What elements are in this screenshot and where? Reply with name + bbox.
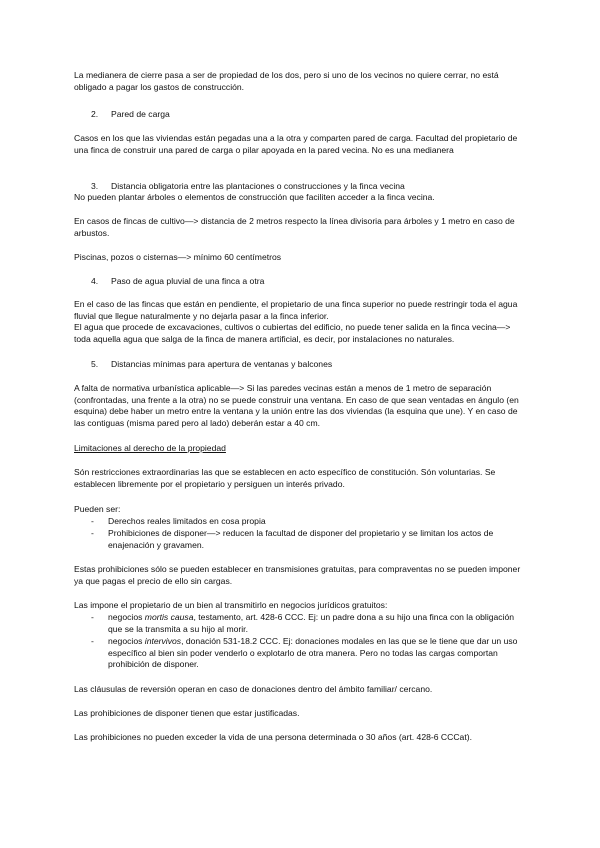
list-item-suffix: , testamento, art. 428-6 CCC. Ej: un padre dona a su hijo una finca con la obligación que se la transmita a su hijo al morir. <box>108 612 515 634</box>
list-item-prefix: negocios <box>108 612 145 622</box>
paragraph-exceder-vida: Las prohibiciones no pueden exceder la vida de una persona determinada o 30 años (art. 428-6 CCCat). <box>74 732 472 742</box>
paragraph-no-plantar: No pueden plantar árboles o elementos de construcción que faciliten acceder a la finca vecina. <box>74 192 435 202</box>
paragraph-transmisiones-gratuitas: Estas prohibiciones sólo se pueden establecer en transmisiones gratuitas, para compraventas no se pueden imponer ya que pagas el precio de ello sin cargas. <box>74 564 521 586</box>
list-item-text: Prohibiciones de disponer—> reducen la facultad de disponer del propietario y se limitan los actos de enajenación y gravamen. <box>108 528 494 550</box>
list-item <box>91 612 526 635</box>
list-dash: - <box>91 516 94 526</box>
list-item <box>91 516 526 528</box>
heading-distancias-ventanas <box>91 359 332 371</box>
list-item-emphasis: mortis causa <box>144 612 194 622</box>
paragraph-fincas-cultivo: En casos de fincas de cultivo—> distancia de 2 metros respecto la línea divisoria para árboles y 1 metro en caso de arbustos. <box>74 216 515 238</box>
paragraph-pared-de-carga: Casos en los que las viviendas están pegadas una a la otra y comparten pared de carga. Facultad del propietario de una finca de construir una pared de carga o pilar apoyada en la pared vecina. No es una medianera <box>74 133 518 155</box>
heading-pared-de-carga <box>91 109 170 121</box>
paragraph-piscinas: Piscinas, pozos o cisternas—> mínimo 60 centímetros <box>74 252 282 262</box>
paragraph-negocios-gratuitos: Las impone el propietario de un bien al transmitirlo en negocios jurídicos gratuitos: <box>74 600 388 610</box>
heading-text: Distancias mínimas para apertura de ventanas y balcones <box>111 359 333 369</box>
heading-text: Distancia obligatoria entre las plantaciones o construcciones y la finca vecina <box>111 181 405 191</box>
heading-number: 3. <box>91 181 99 191</box>
list-item-prefix: negocios <box>108 636 145 646</box>
heading-number: 5. <box>91 359 99 369</box>
heading-number: 4. <box>91 276 99 286</box>
list-dash: - <box>91 636 94 646</box>
section-title-limitaciones: Limitaciones al derecho de la propiedad <box>74 443 226 453</box>
list-item <box>91 636 526 671</box>
paragraph-medianera: La medianera de cierre pasa a ser de propiedad de los dos, pero si uno de los vecinos no quiere cerrar, no está obligado a pagar los gastos de construcción. <box>74 70 499 92</box>
list-item-text <box>108 636 526 671</box>
list-dash: - <box>91 612 94 622</box>
list-item-text: Derechos reales limitados en cosa propia <box>108 516 266 526</box>
heading-text: Pared de carga <box>111 109 170 119</box>
paragraph-justificadas: Las prohibiciones de disponer tienen que estar justificadas. <box>74 708 300 718</box>
paragraph-normativa-urbanistica: A falta de normativa urbanística aplicable—> Si las paredes vecinas están a menos de 1 metro de separación (confrontadas, una frente a la otra) no se puede construir una ventana. En caso de que sean ventadas en ángulo (en esquina) debe haber un metro entre la ventana y la unión entre las dos viviendas (la esquina que une). Y en caso de las contiguas (misma pared pero al lado) deberán estar a 40 cm. <box>74 383 519 428</box>
list-item-emphasis: intervivos <box>144 636 182 646</box>
heading-paso-agua <box>91 276 264 288</box>
heading-number: 2. <box>91 109 99 119</box>
paragraph-restricciones: Són restricciones extraordinarias las que se establecen en acto específico de constitución. Són voluntarias. Se establecen libremente por el propietario y persiguen un interés privado. <box>74 467 496 489</box>
heading-distancia-obligatoria <box>91 181 405 193</box>
paragraph-clausulas-reversion: Las cláusulas de reversión operan en caso de donaciones dentro del ámbito familiar/ cercano. <box>74 684 433 694</box>
paragraph-pueden-ser: Pueden ser: <box>74 504 121 514</box>
list-item-text <box>108 612 526 635</box>
paragraph-agua-excavaciones: El agua que procede de excavaciones, cultivos o cubiertas del edificio, no puede tener salida en la finca vecina—> toda aquella agua que salga de la finca de manera artificial, es decir, por instalaciones no naturales. <box>74 322 511 344</box>
list-item-suffix: , donación 531-18.2 CCC. Ej: donaciones modales en las que se le tiene que dar un uso específico al bien sin poder venderlo o explotarlo de otra manera. Pero no todas las cargas comportan prohibición de disponer. <box>108 636 518 669</box>
list-dash: - <box>91 528 94 538</box>
heading-text: Paso de agua pluvial de una finca a otra <box>111 276 265 286</box>
list-item <box>91 528 526 551</box>
paragraph-fincas-pendiente: En el caso de las fincas que están en pendiente, el propietario de una finca superior no puede restringir toda el agua fluvial que llegue naturalmente y no dejarla pasar a la finca inferior. <box>74 299 518 321</box>
